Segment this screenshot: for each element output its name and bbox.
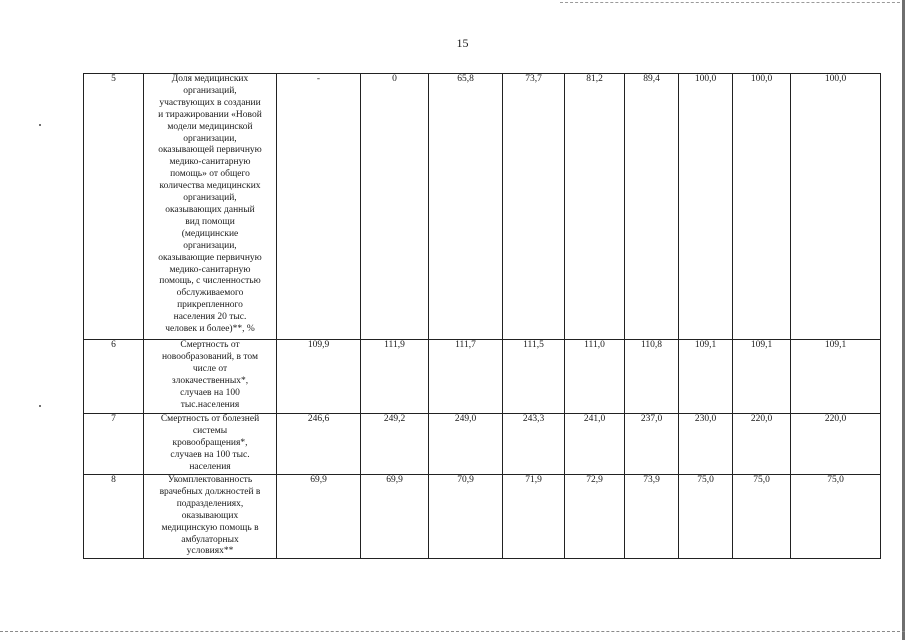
- indicator-description: Смертность от новообразований, в том числе от злокачественных*, случаев на 100 тыс.населения: [144, 340, 277, 414]
- row-number: 7: [84, 414, 144, 475]
- value-cell: 111,7: [429, 340, 503, 414]
- value-cell: 220,0: [791, 414, 881, 475]
- value-cell: 75,0: [679, 475, 733, 559]
- value-cell: 109,9: [277, 340, 361, 414]
- value-cell: 73,7: [503, 74, 565, 340]
- value-cell: 0: [361, 74, 429, 340]
- value-cell: 246,6: [277, 414, 361, 475]
- value-cell: 69,9: [277, 475, 361, 559]
- value-cell: 75,0: [733, 475, 791, 559]
- value-cell: 71,9: [503, 475, 565, 559]
- scan-artifact-top: [560, 2, 905, 3]
- scan-artifact-bottom: [0, 631, 905, 632]
- value-cell: 100,0: [791, 74, 881, 340]
- value-cell: 109,1: [791, 340, 881, 414]
- row-number: 5: [84, 74, 144, 340]
- table-row: [84, 340, 881, 414]
- value-cell: 75,0: [791, 475, 881, 559]
- value-cell: 230,0: [679, 414, 733, 475]
- value-cell: 111,0: [565, 340, 625, 414]
- table-row: [84, 74, 881, 340]
- row-number: 8: [84, 475, 144, 559]
- value-cell: 81,2: [565, 74, 625, 340]
- indicators-table: [83, 73, 881, 559]
- value-cell: 237,0: [625, 414, 679, 475]
- value-cell: 109,1: [679, 340, 733, 414]
- value-cell: 110,8: [625, 340, 679, 414]
- indicator-description: Смертность от болезней системы кровообращения*, случаев на 100 тыс. населения: [144, 414, 277, 475]
- value-cell: 89,4: [625, 74, 679, 340]
- value-cell: 111,9: [361, 340, 429, 414]
- table-row: [84, 475, 881, 559]
- value-cell: 249,2: [361, 414, 429, 475]
- value-cell: -: [277, 74, 361, 340]
- table-row: [84, 414, 881, 475]
- value-cell: 109,1: [733, 340, 791, 414]
- value-cell: 249,0: [429, 414, 503, 475]
- indicator-description: Укомплектованность врачебных должностей в подразделениях, оказывающих медицинскую помощь в амбулаторных условиях**: [144, 475, 277, 559]
- value-cell: 72,9: [565, 475, 625, 559]
- row-number: 6: [84, 340, 144, 414]
- value-cell: 73,9: [625, 475, 679, 559]
- value-cell: 100,0: [679, 74, 733, 340]
- value-cell: 111,5: [503, 340, 565, 414]
- page-number: 15: [456, 36, 469, 50]
- scan-speck: [39, 124, 41, 126]
- value-cell: 65,8: [429, 74, 503, 340]
- value-cell: 220,0: [733, 414, 791, 475]
- value-cell: 69,9: [361, 475, 429, 559]
- value-cell: 70,9: [429, 475, 503, 559]
- indicator-description: Доля медицинских организаций, участвующих в создании и тиражировании «Новой модели медицинской организации, оказывающей первичную медико-санитарную помощь» от общего количества медицинских организаций, оказывающих данный вид помощи (медицинские организации, оказывающие первичную медико-санитарную помощь, с численностью обслуживаемого прикрепленного населения 20 тыс. человек и более)**, %: [144, 74, 277, 340]
- value-cell: 243,3: [503, 414, 565, 475]
- scan-speck: [39, 405, 41, 407]
- value-cell: 241,0: [565, 414, 625, 475]
- value-cell: 100,0: [733, 74, 791, 340]
